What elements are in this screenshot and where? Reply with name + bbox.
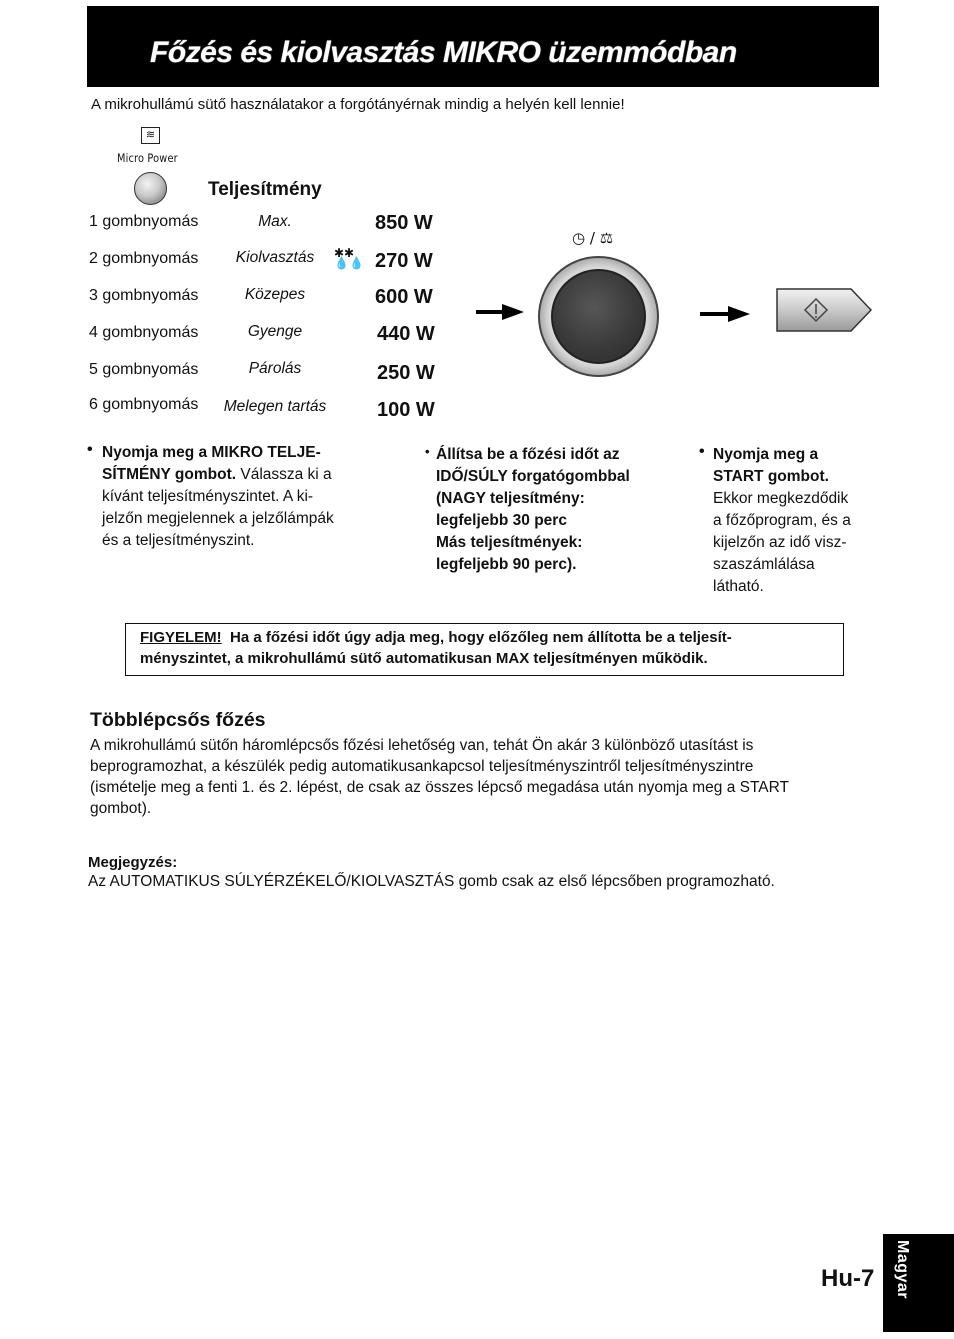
multistep-text: A mikrohullámú sütőn háromlépcsős főzési lehetőség van, tehát Ön akár 3 különböző utasítást is beprogramozhat, a készülék pedig automatikusankapcsol teljesítményszintről teljesítményszintre (ismételje meg a fenti 1. és 2. lépést, de csak az összes lépcső megadása után nyomja meg a START gombot).	[90, 737, 789, 817]
power-mode: Gyenge	[247, 323, 303, 340]
warning-box: FIGYELEM! Ha a főzési időt úgy adja meg, hogy előzőleg nem állította be a teljesít- ményszintet, a mikrohullámú sütő automatikusan MAX teljesítményen működik.	[125, 623, 844, 676]
multistep-heading: Többlépcsős főzés	[90, 709, 266, 731]
micro-power-label: Micro Power	[117, 151, 178, 165]
power-watt: 440 W	[377, 323, 435, 345]
title-bar	[87, 6, 879, 87]
language-tab: Magyar	[883, 1234, 954, 1332]
micro-power-button[interactable]	[134, 172, 167, 205]
press-count: 4 gombnyomás	[89, 324, 199, 341]
power-mode: Kiolvasztás	[235, 249, 315, 266]
power-mode: Közepes	[244, 286, 306, 303]
arrow-right-icon	[700, 306, 750, 322]
press-count: 5 gombnyomás	[89, 361, 199, 378]
power-mode: Melegen tartás	[223, 398, 327, 415]
power-watt: 250 W	[377, 362, 435, 384]
warning-label: FIGYELEM!	[140, 629, 222, 646]
page-number: Hu-7	[821, 1265, 875, 1292]
power-watt: 850 W	[375, 212, 433, 234]
press-count: 2 gombnyomás	[89, 250, 199, 267]
power-watt: 600 W	[375, 286, 433, 308]
weight-icon: ⚖	[599, 229, 614, 247]
time-weight-label: ◷ / ⚖	[572, 229, 614, 247]
power-watt: 100 W	[377, 399, 435, 421]
press-count: 1 gombnyomás	[89, 213, 199, 230]
start-button[interactable]	[775, 287, 873, 333]
step-3-text: Nyomja meg a START gombot. Ekkor megkezdődik a főzőprogram, és a kijelzőn az idő visz- szaszámlálása látható.	[713, 446, 851, 595]
note-text: Az AUTOMATIKUS SÚLYÉRZÉKELŐ/KIOLVASZTÁS gomb csak az első lépcsőben programozható.	[88, 873, 775, 890]
press-count: 6 gombnyomás	[89, 396, 199, 413]
clock-icon: ◷	[572, 229, 586, 247]
press-count: 3 gombnyomás	[89, 287, 199, 304]
power-heading: Teljesítmény	[208, 179, 322, 200]
step-1-text: Nyomja meg a MIKRO TELJE- SÍTMÉNY gombot. Válassza ki a kívánt teljesítményszintet. A ki- jelzőn megjelennek a jelzőlámpák és a teljesítményszint.	[102, 444, 334, 549]
note-heading: Megjegyzés:	[88, 854, 178, 871]
page-title: Főzés és kiolvasztás MIKRO üzemmódban	[150, 36, 737, 69]
step-2-text: Állítsa be a főzési időt az IDŐ/SÚLY forgatógombbal (NAGY teljesítmény: legfeljebb 30 perc Más teljesítmények: legfeljebb 90 perc).	[436, 446, 630, 573]
arrow-right-icon	[476, 304, 524, 320]
time-weight-dial[interactable]	[538, 256, 659, 377]
power-mode: Max.	[258, 213, 292, 230]
intro-text: A mikrohullámú sütő használatakor a forgótányérnak mindig a helyén kell lennie!	[91, 96, 625, 113]
microwave-icon: ≋	[141, 127, 160, 144]
defrost-icon: ✱✱ 💧💧	[334, 246, 364, 270]
power-mode: Párolás	[248, 360, 302, 377]
power-watt: 270 W	[375, 250, 433, 272]
dial-knob[interactable]	[551, 269, 646, 364]
